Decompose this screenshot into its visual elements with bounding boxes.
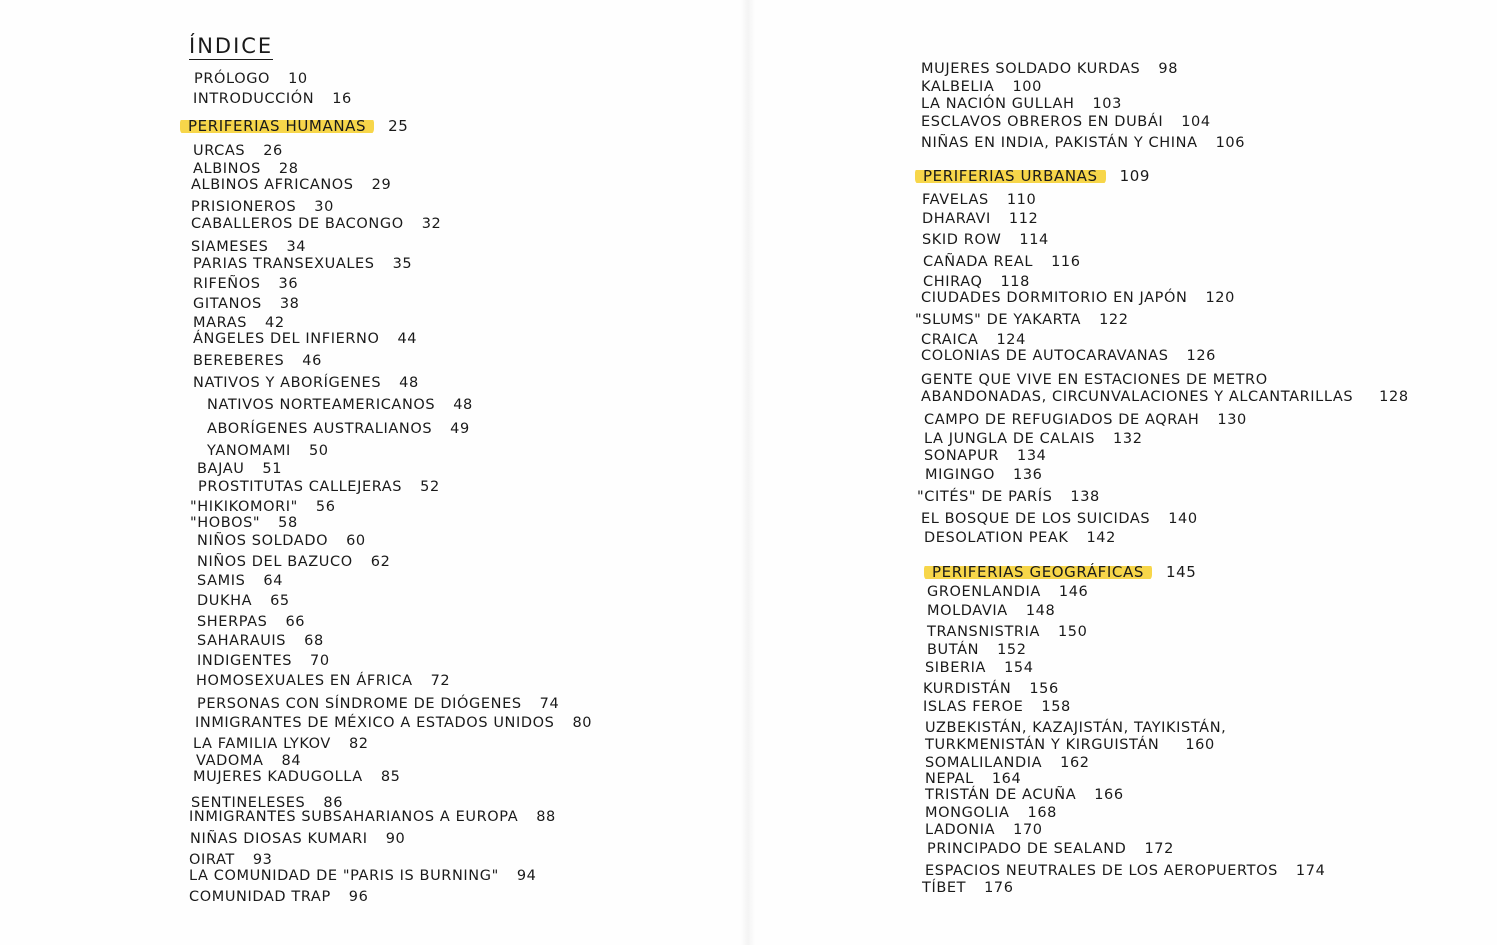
toc-entry — [921, 134, 1245, 152]
entry-label: PRÓLOGO — [194, 71, 271, 87]
toc-entry — [197, 613, 305, 631]
entry-page: 46 — [302, 353, 322, 369]
entry-page: 106 — [1215, 135, 1246, 151]
entry-page: 170 — [1013, 822, 1043, 838]
entry-page: 176 — [984, 880, 1014, 896]
entry-page: 103 — [1092, 96, 1122, 112]
toc-entry — [922, 191, 1036, 209]
entry-label: CABALLEROS DE BACONGO — [191, 216, 404, 232]
entry-label: PROSTITUTAS CALLEJERAS — [198, 479, 403, 495]
toc-entry — [191, 198, 334, 216]
toc-entry — [921, 510, 1198, 528]
entry-label: ISLAS FEROE — [923, 699, 1024, 715]
entry-label: NIÑOS SOLDADO — [197, 533, 329, 549]
toc-entry — [921, 289, 1235, 307]
entry-label: INDIGENTES — [197, 653, 293, 669]
entry-page: 96 — [348, 889, 369, 905]
entry-label: "CITÉS" DE PARÍS — [917, 489, 1053, 505]
toc-entry — [194, 70, 308, 88]
toc-entry — [193, 330, 417, 348]
toc-entry — [924, 447, 1047, 465]
toc-entry — [923, 253, 1081, 271]
entry-page: 126 — [1186, 348, 1216, 364]
section-heading — [924, 562, 1196, 582]
toc-entry — [193, 142, 283, 160]
entry-label: KALBELIA — [921, 79, 995, 95]
entry-label: LA JUNGLA DE CALAIS — [924, 431, 1096, 447]
entry-label: TRANSNISTRIA — [927, 624, 1040, 640]
entry-label: SIAMESES — [191, 239, 269, 255]
entry-label: CRAICA — [921, 332, 979, 348]
toc-entry — [915, 311, 1129, 329]
entry-page: 160 — [1185, 737, 1215, 753]
index-title: ÍNDICE — [189, 34, 274, 58]
entry-page: 68 — [304, 633, 324, 649]
entry-label: INTRODUCCIÓN — [193, 91, 315, 107]
entry-label: NIÑOS DEL BAZUCO — [197, 554, 353, 570]
entry-page: 104 — [1181, 114, 1211, 130]
toc-entry — [198, 478, 440, 496]
entry-page: 16 — [332, 91, 352, 107]
entry-label: MARAS — [193, 315, 248, 331]
toc-entry — [190, 514, 298, 532]
toc-entry — [197, 553, 390, 571]
entry-page: 52 — [420, 479, 440, 495]
toc-entry — [193, 275, 298, 293]
entry-label: PRINCIPADO DE SEALAND — [927, 841, 1127, 857]
entry-page: 44 — [397, 331, 418, 347]
section-page: 25 — [388, 117, 409, 135]
entry-label: CHIRAQ — [923, 274, 983, 290]
toc-entry — [924, 411, 1247, 429]
entry-label: GITANOS — [193, 296, 262, 312]
entry-page: 158 — [1041, 699, 1071, 715]
entry-label: SAHARAUIS — [197, 633, 287, 649]
section-page: 145 — [1166, 563, 1197, 581]
entry-label: CAMPO DE REFUGIADOS DE AQRAH — [924, 412, 1200, 428]
entry-page: 10 — [288, 71, 308, 87]
left-page — [0, 0, 748, 945]
entry-label: EL BOSQUE DE LOS SUICIDAS — [921, 511, 1151, 527]
entry-label: NIÑAS DIOSAS KUMARI — [190, 831, 368, 847]
entry-label: PRISIONEROS — [191, 199, 297, 215]
toc-entry — [927, 840, 1174, 858]
toc-entry — [927, 602, 1055, 620]
toc-entry — [925, 821, 1043, 839]
toc-entry — [196, 672, 450, 690]
entry-label: LA FAMILIA LYKOV — [193, 736, 331, 752]
entry-page: 132 — [1113, 431, 1143, 447]
toc-subentry — [207, 442, 329, 460]
entry-label: "HIKIKOMORI" — [190, 499, 298, 515]
entry-label: MIGINGO — [925, 467, 995, 483]
entry-label: MUJERES SOLDADO KURDAS — [921, 61, 1141, 77]
entry-label: TÍBET — [922, 880, 967, 896]
entry-page: 124 — [996, 332, 1026, 348]
toc-entry — [193, 768, 400, 786]
entry-label: PARIAS TRANSEXUALES — [193, 256, 375, 272]
toc-entry — [189, 888, 368, 906]
entry-page: 166 — [1094, 787, 1124, 803]
entry-page: 100 — [1012, 79, 1042, 95]
entry-page: 136 — [1013, 467, 1043, 483]
toc-entry — [921, 113, 1211, 131]
entry-page: 66 — [285, 614, 306, 630]
entry-label: PERSONAS CON SÍNDROME DE DIÓGENES — [197, 696, 522, 712]
entry-label: OIRAT — [189, 852, 235, 868]
entry-page: 120 — [1205, 290, 1235, 306]
entry-page: 64 — [263, 573, 284, 589]
entry-page: 70 — [310, 653, 330, 669]
entry-page: 36 — [278, 276, 299, 292]
entry-page: 30 — [314, 199, 334, 215]
entry-label: BUTÁN — [927, 642, 980, 658]
entry-label: FAVELAS — [922, 192, 989, 208]
entry-page: 84 — [281, 753, 302, 769]
entry-label: KURDISTÁN — [923, 681, 1012, 697]
entry-label: SENTINELESES — [191, 795, 306, 811]
toc-entry — [197, 532, 366, 550]
toc-entry — [193, 295, 299, 313]
toc-entry — [925, 736, 1215, 754]
entry-page: 122 — [1099, 312, 1129, 328]
toc-entry — [927, 583, 1088, 601]
entry-label: MOLDAVIA — [927, 603, 1008, 619]
entry-label: LA NACIÓN GULLAH — [921, 96, 1075, 112]
toc-entry — [925, 862, 1325, 880]
toc-entry — [922, 210, 1038, 228]
entry-page: 142 — [1086, 530, 1116, 546]
toc-entry — [927, 623, 1087, 641]
toc-entry — [197, 632, 324, 650]
entry-page: 28 — [278, 161, 299, 177]
entry-label: UZBEKISTÁN, KAZAJISTÁN, TAYIKISTÁN, — [925, 720, 1227, 736]
toc-entry — [922, 231, 1049, 249]
entry-page: 80 — [572, 715, 593, 731]
entry-label: TRISTÁN DE ACUÑA — [925, 787, 1077, 803]
entry-page: 29 — [371, 177, 392, 193]
toc-entry — [921, 347, 1216, 365]
entry-label: NATIVOS NORTEAMERICANOS — [207, 397, 436, 413]
toc-entry — [923, 698, 1071, 716]
entry-page: 72 — [430, 673, 451, 689]
toc-entry — [193, 255, 412, 273]
section-heading — [915, 166, 1150, 186]
entry-page: 85 — [380, 769, 401, 785]
entry-label: TURKMENISTÁN Y KIRGUISTÁN — [925, 737, 1160, 753]
entry-page: 116 — [1051, 254, 1081, 270]
entry-label: COMUNIDAD TRAP — [189, 889, 331, 905]
entry-label: CAÑADA REAL — [923, 254, 1034, 270]
toc-entry — [921, 60, 1178, 78]
entry-label: YANOMAMI — [207, 443, 291, 459]
entry-page: 118 — [1000, 274, 1030, 290]
entry-label: CIUDADES DORMITORIO EN JAPÓN — [921, 290, 1188, 306]
entry-page: 146 — [1058, 584, 1089, 600]
entry-page: 152 — [997, 642, 1027, 658]
entry-page: 88 — [536, 809, 556, 825]
toc-entry — [191, 176, 391, 194]
entry-label: ABANDONADAS, CIRCUNVALACIONES Y ALCANTARILLAS — [921, 389, 1354, 405]
toc-entry — [193, 90, 352, 108]
entry-label: "SLUMS" DE YAKARTA — [915, 312, 1082, 328]
section-heading — [180, 116, 408, 136]
entry-label: DESOLATION PEAK — [924, 530, 1069, 546]
toc-entry — [191, 238, 306, 256]
entry-page: 172 — [1144, 841, 1174, 857]
toc-entry — [925, 466, 1042, 484]
entry-label: URCAS — [193, 143, 246, 159]
toc-entry — [197, 695, 559, 713]
toc-entry — [922, 879, 1014, 897]
entry-page: 148 — [1025, 603, 1056, 619]
toc-entry — [917, 488, 1100, 506]
entry-label: LA COMUNIDAD DE "PARIS IS BURNING" — [189, 868, 499, 884]
entry-page: 51 — [262, 461, 283, 477]
entry-label: SOMALILANDIA — [925, 755, 1043, 771]
toc-entry — [190, 830, 405, 848]
toc-entry — [195, 714, 592, 732]
toc-entry — [927, 641, 1027, 659]
entry-label: HOMOSEXUALES EN ÁFRICA — [196, 673, 413, 689]
entry-page: 168 — [1027, 805, 1057, 821]
entry-label: DUKHA — [197, 593, 253, 609]
toc-entry — [925, 659, 1034, 677]
entry-page: 48 — [453, 397, 473, 413]
entry-label: ALBINOS AFRICANOS — [191, 177, 354, 193]
entry-label: ESCLAVOS OBREROS EN DUBÁI — [921, 114, 1164, 130]
book-gutter — [740, 0, 756, 945]
entry-page: 82 — [348, 736, 369, 752]
toc-entry-line — [921, 371, 1268, 389]
entry-label: DHARAVI — [922, 211, 991, 227]
entry-label: SIBERIA — [925, 660, 987, 676]
entry-page: 50 — [308, 443, 329, 459]
entry-page: 90 — [385, 831, 406, 847]
toc-entry-line — [925, 719, 1226, 737]
entry-page: 128 — [1379, 389, 1409, 405]
entry-page: 58 — [278, 515, 298, 531]
entry-label: ALBINOS — [193, 161, 261, 177]
toc-entry — [924, 430, 1143, 448]
entry-label: RIFEÑOS — [193, 276, 261, 292]
entry-page: 164 — [991, 771, 1022, 787]
toc-entry — [925, 786, 1124, 804]
entry-label: ÁNGELES DEL INFIERNO — [193, 331, 380, 347]
entry-label: NEPAL — [925, 771, 974, 787]
toc-entry — [921, 95, 1122, 113]
entry-page: 93 — [252, 852, 273, 868]
entry-label: MONGOLIA — [925, 805, 1010, 821]
entry-label: INMIGRANTES DE MÉXICO A ESTADOS UNIDOS — [195, 715, 555, 731]
entry-page: 140 — [1168, 511, 1198, 527]
entry-label: SAMIS — [197, 573, 246, 589]
entry-page: 86 — [323, 795, 344, 811]
entry-page: 38 — [279, 296, 300, 312]
entry-page: 62 — [370, 554, 391, 570]
entry-label: ESPACIOS NEUTRALES DE LOS AEROPUERTOS — [925, 863, 1278, 879]
entry-label: COLONIAS DE AUTOCARAVANAS — [921, 348, 1169, 364]
entry-page: 156 — [1029, 681, 1059, 697]
entry-page: 134 — [1017, 448, 1047, 464]
toc-entry — [191, 215, 441, 233]
toc-subentry — [207, 396, 473, 414]
entry-page: 35 — [392, 256, 413, 272]
entry-label: GROENLANDIA — [927, 584, 1041, 600]
toc-entry — [189, 867, 537, 885]
entry-label: LADONIA — [925, 822, 996, 838]
toc-entry — [193, 352, 322, 370]
entry-page: 74 — [539, 696, 560, 712]
entry-label: NATIVOS Y ABORÍGENES — [193, 375, 382, 391]
entry-page: 32 — [421, 216, 442, 232]
entry-label: SKID ROW — [922, 232, 1002, 248]
entry-page: 56 — [315, 499, 336, 515]
entry-label: SONAPUR — [924, 448, 1000, 464]
entry-page: 60 — [346, 533, 366, 549]
entry-label: VADOMA — [196, 753, 264, 769]
toc-entry — [921, 78, 1042, 96]
entry-page: 112 — [1008, 211, 1039, 227]
entry-page: 114 — [1019, 232, 1049, 248]
toc-entry — [921, 388, 1409, 406]
entry-page: 138 — [1070, 489, 1100, 505]
section-page: 109 — [1119, 167, 1151, 185]
toc-entry — [197, 652, 330, 670]
entry-label: GENTE QUE VIVE EN ESTACIONES DE METRO — [921, 372, 1268, 388]
toc-entry — [925, 804, 1057, 822]
entry-page: 130 — [1217, 412, 1247, 428]
toc-entry — [193, 735, 369, 753]
entry-page: 34 — [286, 239, 307, 255]
entry-page: 48 — [399, 375, 419, 391]
toc-entry — [923, 680, 1059, 698]
section-label: PERIFERIAS HUMANAS — [180, 117, 374, 135]
toc-entry — [193, 374, 419, 392]
entry-page: 98 — [1158, 61, 1179, 77]
entry-page: 26 — [263, 143, 283, 159]
entry-page: 150 — [1057, 624, 1088, 640]
toc-entry — [197, 592, 290, 610]
entry-page: 154 — [1004, 660, 1034, 676]
toc-subentry — [207, 420, 470, 438]
entry-label: INMIGRANTES SUBSAHARIANOS A EUROPA — [189, 809, 519, 825]
toc-entry — [197, 460, 282, 478]
entry-page: 110 — [1006, 192, 1037, 208]
entry-label: ABORÍGENES AUSTRALIANOS — [207, 421, 433, 437]
entry-page: 174 — [1295, 863, 1326, 879]
section-label: PERIFERIAS GEOGRÁFICAS — [924, 563, 1152, 581]
entry-label: BAJAU — [197, 461, 245, 477]
entry-page: 65 — [270, 593, 290, 609]
entry-label: BEREBERES — [193, 353, 285, 369]
entry-page: 94 — [516, 868, 537, 884]
toc-entry — [197, 572, 283, 590]
toc-entry — [924, 529, 1116, 547]
toc-entry — [189, 808, 556, 826]
entry-page: 162 — [1060, 755, 1090, 771]
entry-page: 42 — [265, 315, 285, 331]
section-label: PERIFERIAS URBANAS — [915, 167, 1106, 185]
entry-label: SHERPAS — [197, 614, 268, 630]
entry-label: MUJERES KADUGOLLA — [193, 769, 363, 785]
entry-label: NIÑAS EN INDIA, PAKISTÁN Y CHINA — [921, 135, 1198, 151]
entry-page: 49 — [450, 421, 470, 437]
entry-label: "HOBOS" — [190, 515, 261, 531]
